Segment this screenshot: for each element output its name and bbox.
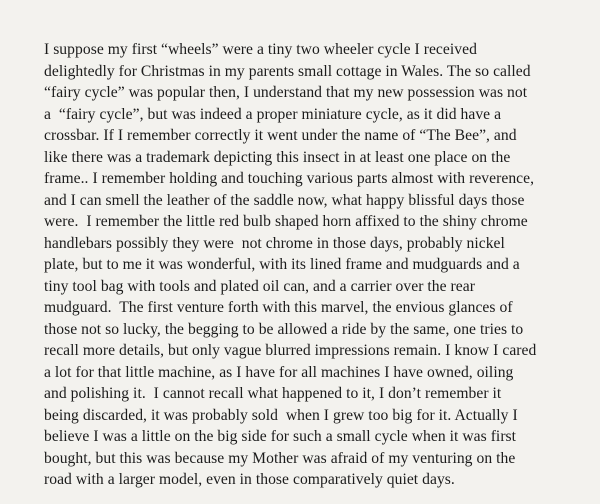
text-line: like there was a trademark depicting this insect in at least one place on the	[44, 148, 511, 166]
text-line: crossbar. If I remember correctly it went under the name of “The Bee”, and	[44, 127, 517, 144]
text-line: mudguard. The first venture forth with this marvel, the envious glances of	[44, 299, 513, 316]
text-line: “fairy cycle” was popular then, I understand that my new possession was not	[44, 84, 528, 101]
text-line: delightedly for Christmas in my parents small cottage in Wales. The so called	[44, 62, 531, 80]
text-line: I suppose my first “wheels” were a tiny two wheeler cycle I received	[44, 41, 477, 58]
text-line: handlebars possibly they were not chrome in those days, probably nickel	[44, 234, 505, 252]
text-line: a “fairy cycle”, but was indeed a proper miniature cycle, as it did have a	[44, 105, 502, 123]
text-line: recall more details, but only vague blurred impressions remain. I know I cared	[44, 342, 537, 359]
text-line: believe I was a little on the big side for such a small cycle when it was first	[44, 428, 517, 445]
text-line: frame.. I remember holding and touching various parts almost with reverence,	[44, 170, 535, 187]
text-line: bought, but this was because my Mother was afraid of my venturing on the	[44, 449, 516, 467]
text-line: those not so lucky, the begging to be allowed a ride by the same, one tries to	[44, 320, 524, 338]
body-paragraph	[44, 39, 584, 491]
text-line: and I can smell the leather of the saddle now, what happy blissful days those	[44, 191, 525, 209]
text-line: tiny tool bag with tools and plated oil can, and a carrier over the rear	[44, 277, 475, 295]
text-line: being discarded, it was probably sold when I grew too big for it. Actually I	[44, 406, 518, 424]
text-line: and polishing it. I cannot recall what happened to it, I don’t remember it	[44, 385, 502, 402]
text-line: road with a larger model, even in those comparatively quiet days.	[44, 471, 455, 488]
text-line: were. I remember the little red bulb shaped horn affixed to the shiny chrome	[44, 213, 528, 230]
text-line: a lot for that little machine, as I have for all machines I have owned, oiling	[44, 363, 514, 381]
text-line: plate, but to me it was wonderful, with its lined frame and mudguards and a	[44, 256, 520, 273]
